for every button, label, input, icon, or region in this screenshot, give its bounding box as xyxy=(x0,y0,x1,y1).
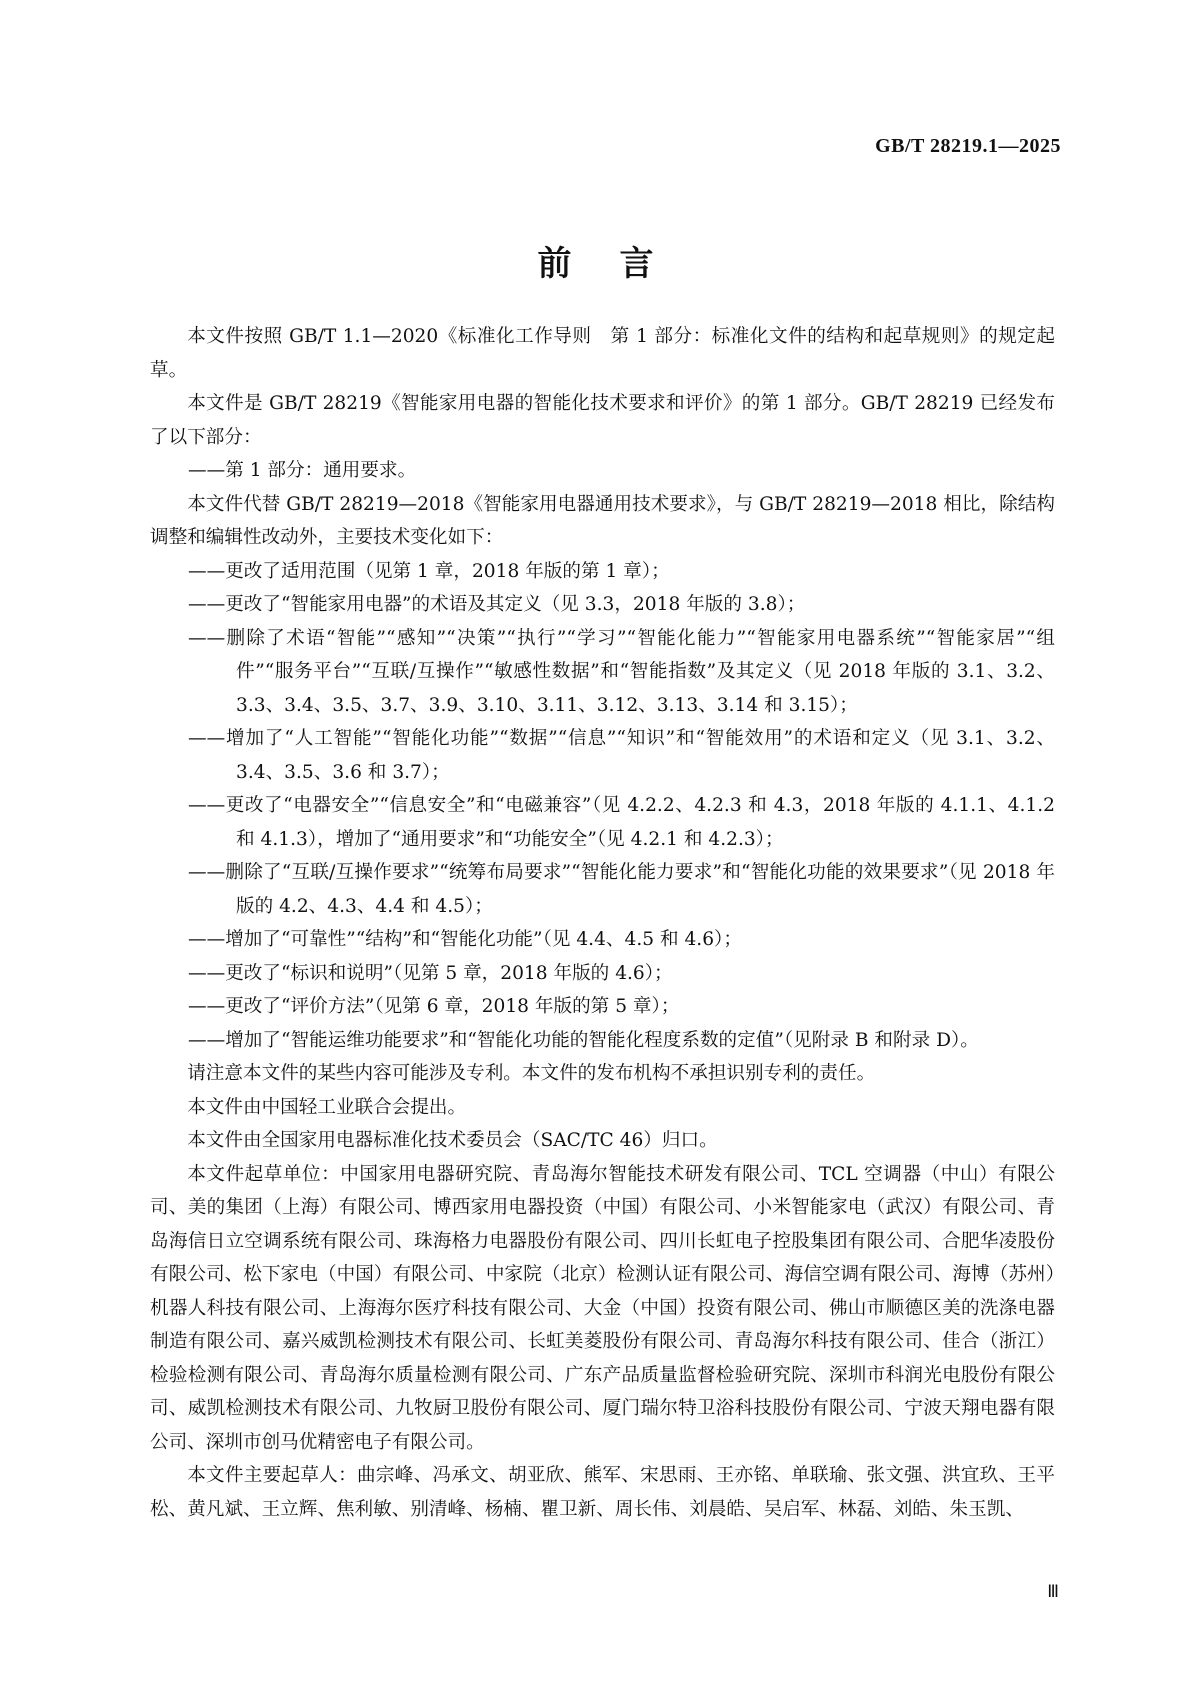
list-item: ——更改了“智能家用电器”的术语及其定义（见 3.3，2018 年版的 3.8）； xyxy=(188,594,806,615)
list-item: ——增加了“可靠性”“结构”和“智能化功能”（见 4.4、4.5 和 4.6）； xyxy=(188,929,742,950)
page-number: Ⅲ xyxy=(1047,1582,1059,1601)
list-item: ——第 1 部分：通用要求。 xyxy=(188,460,417,481)
list-item: ——更改了“评价方法”（见第 6 章，2018 年版的第 5 章）； xyxy=(188,996,680,1017)
list-item: ——更改了适用范围（见第 1 章，2018 年版的第 1 章）； xyxy=(188,560,670,582)
standard-number: GB/T 28219.1—2025 xyxy=(875,135,1061,157)
paragraph: 本文件是 GB/T 28219《智能家用电器的智能化技术要求和评价》的第 1 部分。GB/T 28219 已经发布了以下部分： xyxy=(150,393,1055,448)
list-item: ——删除了“互联/互操作要求”“统筹布局要求”“智能化能力要求”和“智能化功能的效果要求”（见 2018 年版的 4.2、4.3、4.4 和 4.5）； xyxy=(188,862,1055,917)
paragraph: 请注意本文件的某些内容可能涉及专利。本文件的发布机构不承担识别专利的责任。 xyxy=(187,1063,876,1084)
paragraph: 本文件主要起草人：曲宗峰、冯承文、胡亚欣、熊军、宋思雨、王亦铭、单联瑜、张文强、洪宜玖、王平松、黄凡斌、王立辉、焦利敏、别清峰、杨楠、瞿卫新、周长伟、刘晨皓、吴启军、林磊、刘皓、朱玉凯、 xyxy=(150,1465,1055,1520)
paragraph: 本文件由中国轻工业联合会提出。 xyxy=(187,1096,467,1118)
list-item: ——增加了“智能运维功能要求”和“智能化功能的智能化程度系数的定值”（见附录 B 和附录 D）。 xyxy=(188,1029,979,1051)
paragraph: 本文件按照 GB/T 1.1—2020《标准化工作导则 第 1 部分：标准化文件的结构和起草规则》的规定起草。 xyxy=(150,326,1055,381)
list-item: ——更改了“标识和说明”（见第 5 章，2018 年版的 4.6）； xyxy=(188,962,673,984)
list-item: ——增加了“人工智能”“智能化功能”“数据”“信息”“知识”和“智能效用”的术语和定义（见 3.1、3.2、3.4、3.5、3.6 和 3.7）； xyxy=(188,728,1055,783)
paragraph: 本文件由全国家用电器标准化技术委员会（SAC/TC 46）归口。 xyxy=(187,1130,718,1151)
document-body xyxy=(150,320,1055,1526)
list-item: ——删除了术语“智能”“感知”“决策”“执行”“学习”“智能化能力”“智能家用电器系统”“智能家居”“组件”“服务平台”“互联/互操作”“敏感性数据”和“智能指数”及其定义（见 2018 年版的 3.1、3.2、3.3、3.4、3.5、3.7、3.9、3.10、3.11、3.12、3.13、3.14 和 3.15）； xyxy=(188,627,1055,716)
paragraph: 本文件代替 GB/T 28219—2018《智能家用电器通用技术要求》，与 GB/T 28219—2018 相比，除结构调整和编辑性改动外，主要技术变化如下： xyxy=(150,493,1055,548)
page-title: 前言 xyxy=(537,244,702,284)
paragraph: 本文件起草单位：中国家用电器研究院、青岛海尔智能技术研发有限公司、TCL 空调器（中山）有限公司、美的集团（上海）有限公司、博西家用电器投资（中国）有限公司、小米智能家电（武汉）有限公司、青岛海信日立空调系统有限公司、珠海格力电器股份有限公司、四川长虹电子控股集团有限公司、合肥华凌股份有限公司、松下家电（中国）有限公司、中家院（北京）检测认证有限公司、海信空调有限公司、海博（苏州）机器人科技有限公司、上海海尔医疗科技有限公司、大金（中国）投资有限公司、佛山市顺德区美的洗涤电器制造有限公司、嘉兴威凯检测技术有限公司、长虹美菱股份有限公司、青岛海尔科技有限公司、佳合（浙江）检验检测有限公司、青岛海尔质量检测有限公司、广东产品质量监督检验研究院、深圳市科润光电股份有限公司、威凯检测技术有限公司、九牧厨卫股份有限公司、厦门瑞尔特卫浴科技股份有限公司、宁波天翔电器有限公司、深圳市创马优精密电子有限公司。 xyxy=(150,1163,1055,1453)
list-item: ——更改了“电器安全”“信息安全”和“电磁兼容”（见 4.2.2、4.2.3 和 4.3，2018 年版的 4.1.1、4.1.2 和 4.1.3），增加了“通用要求”和“功能安全”（见 4.2.1 和 4.2.3）； xyxy=(188,795,1055,850)
